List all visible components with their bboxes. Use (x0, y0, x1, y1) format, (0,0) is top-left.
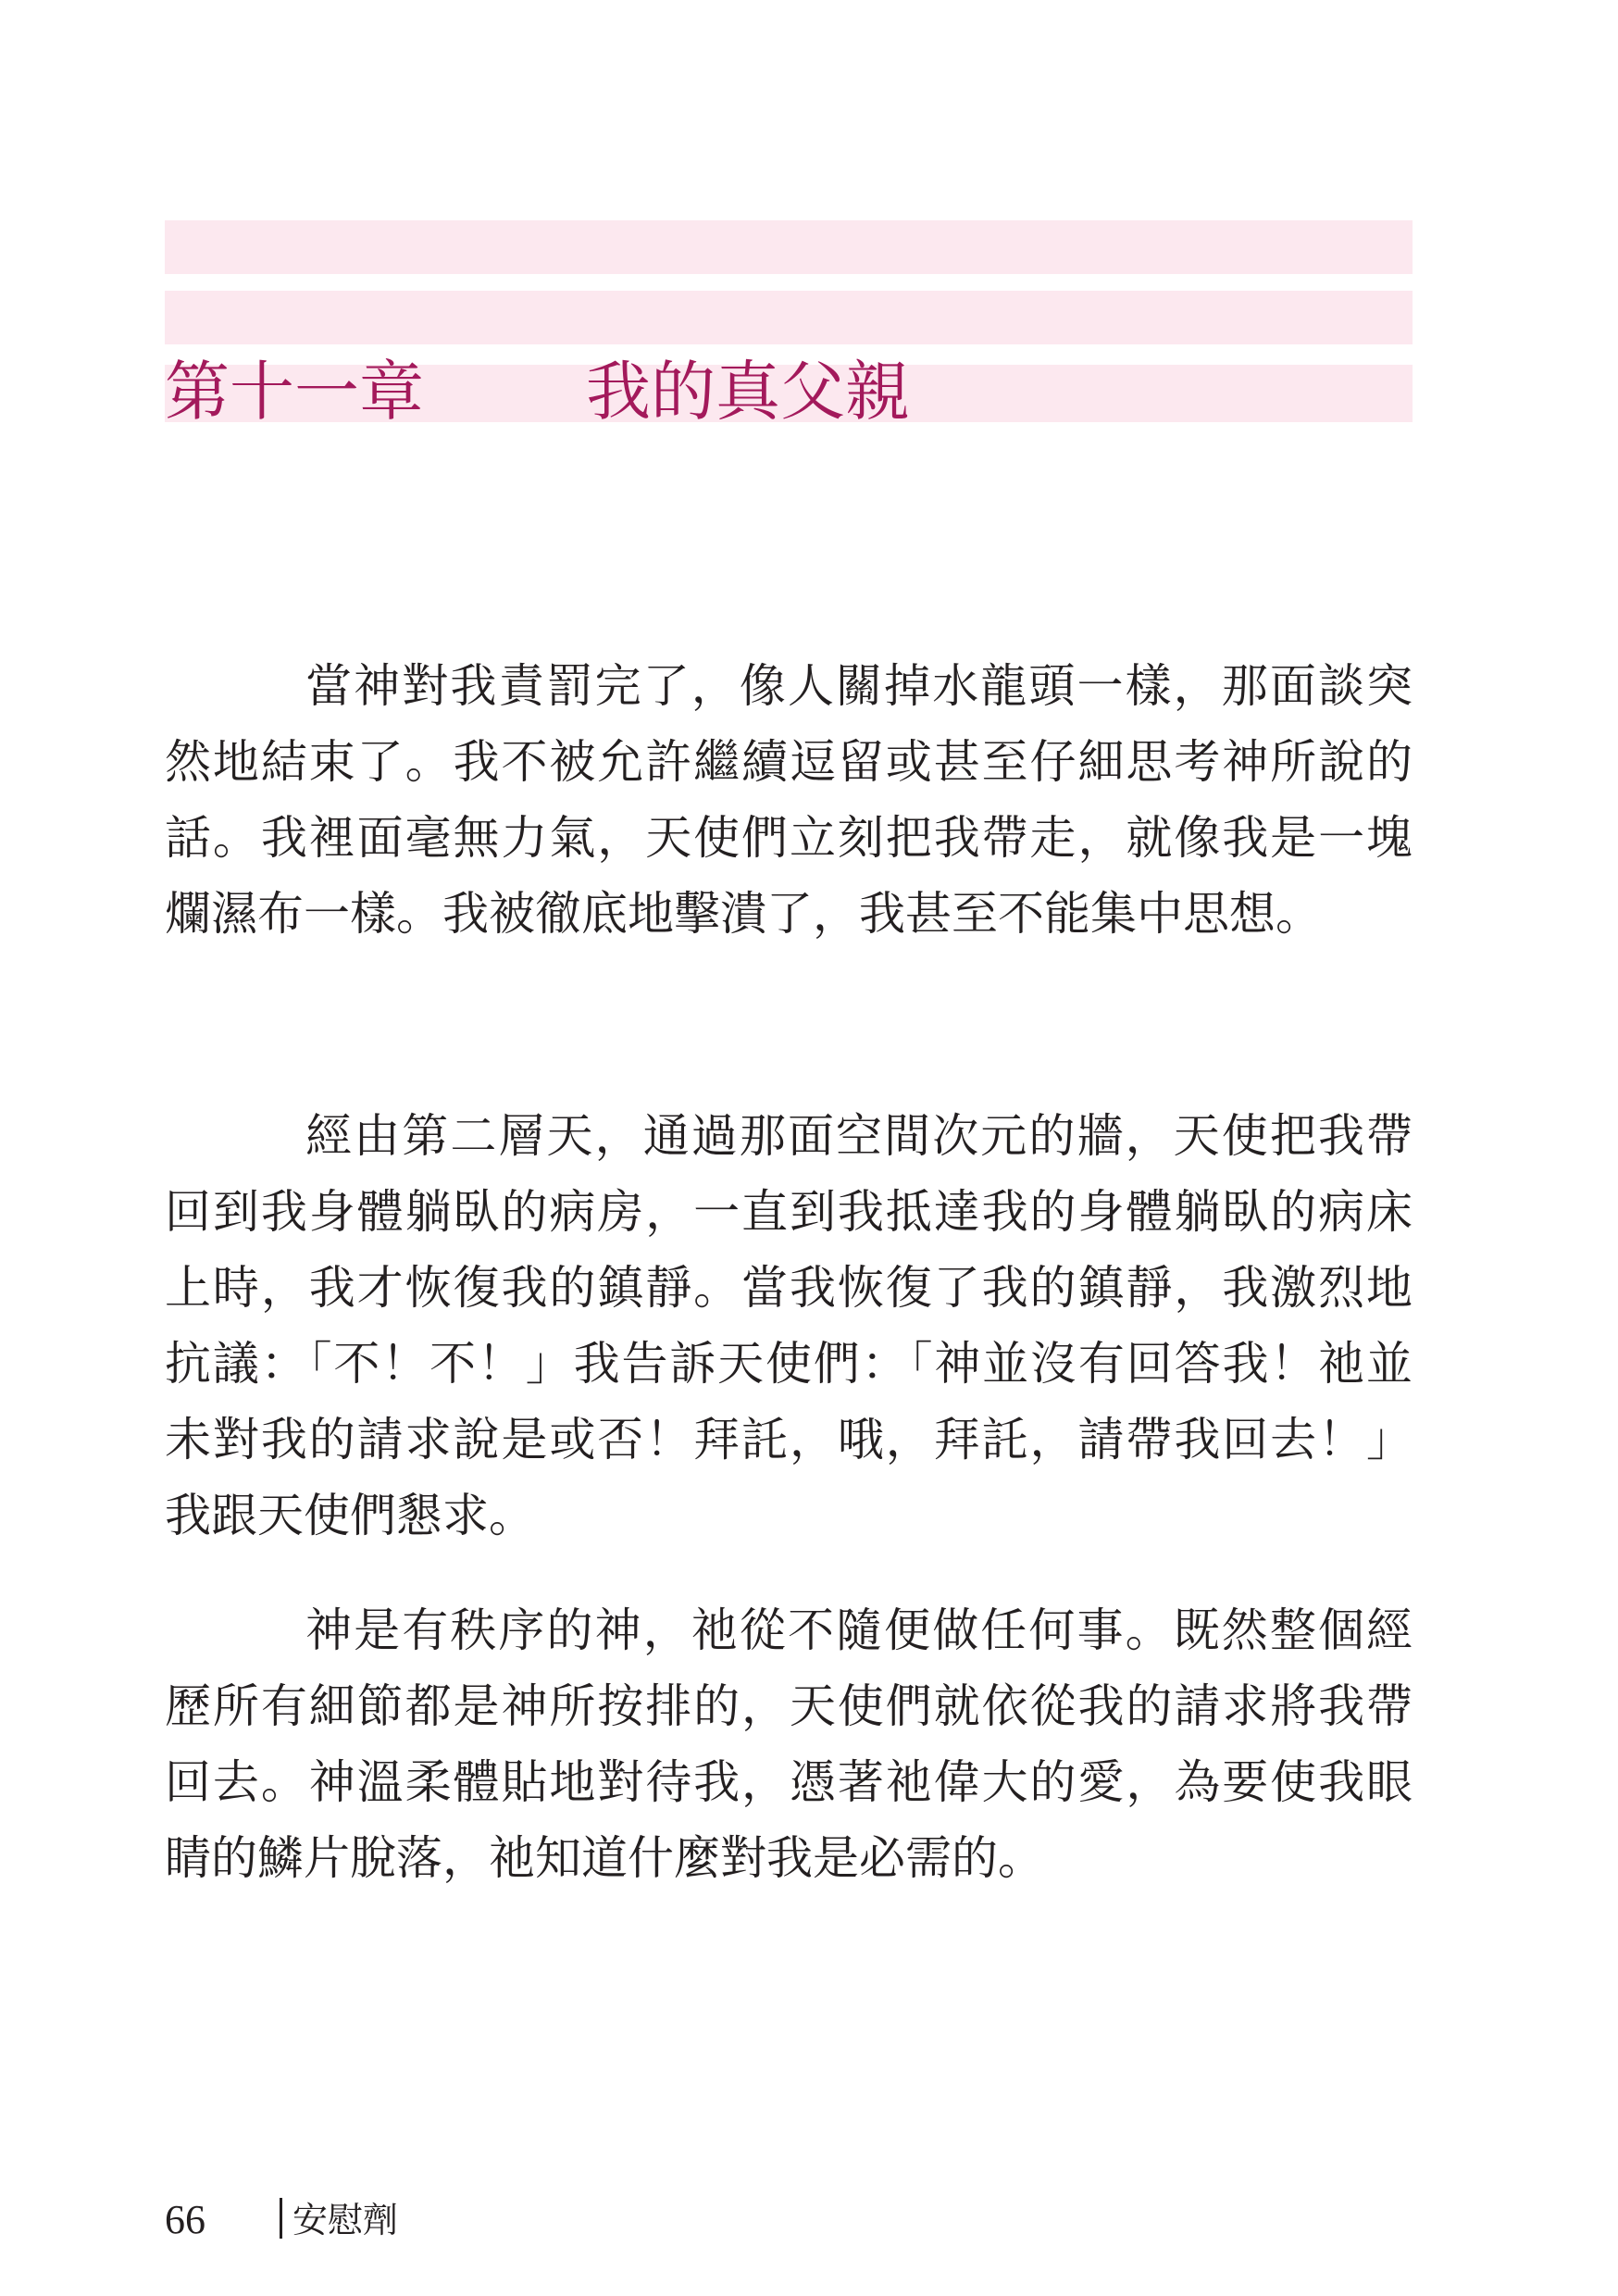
decorative-band-top (165, 220, 1413, 274)
decorative-band-middle (165, 291, 1413, 344)
paragraph-2-text: 經由第二層天，通過那面空間次元的牆，天使把我帶回到我身體躺臥的病房，一直到我抵達我的身體躺臥的病床上時，我才恢復我的鎮靜。當我恢復了我的鎮靜，我激烈地抗議：「不！不！」我告訴天使們：「神並沒有回答我！祂並未對我的請求說是或否！拜託，哦，拜託，請帶我回去！」我跟天使們懇求。 (165, 1109, 1413, 1542)
paragraph-1-text: 當神對我責罰完了，像人關掉水龍頭一樣，那面談突然地結束了。我不被允許繼續逗留或甚至仔細思考神所說的話。我裡面毫無力氣，天使們立刻把我帶走，就像我是一塊爛濕布一樣。我被徹底地擊潰了，我甚至不能集中思想。 (165, 659, 1413, 941)
paragraph-3 (165, 1592, 1413, 1896)
running-book-title: 安慰劑 (292, 2200, 399, 2240)
paragraph-3-text: 神是有秩序的神，祂從不隨便做任何事。既然整個經歷所有細節都是神所按排的，天使們就依從我的請求將我帶回去。神溫柔體貼地對待我，憑著祂偉大的愛，為要使我眼睛的鱗片脫落，祂知道什麼對我是必需的。 (165, 1603, 1413, 1885)
chapter-number: 第十一章 (165, 354, 424, 430)
footer-divider (280, 2198, 282, 2239)
paragraph-2 (165, 1098, 1413, 1554)
chapter-title: 我的真父親 (586, 354, 910, 430)
page-number: 66 (165, 2197, 205, 2242)
paragraph-1 (165, 648, 1413, 952)
chapter-heading (165, 350, 910, 433)
